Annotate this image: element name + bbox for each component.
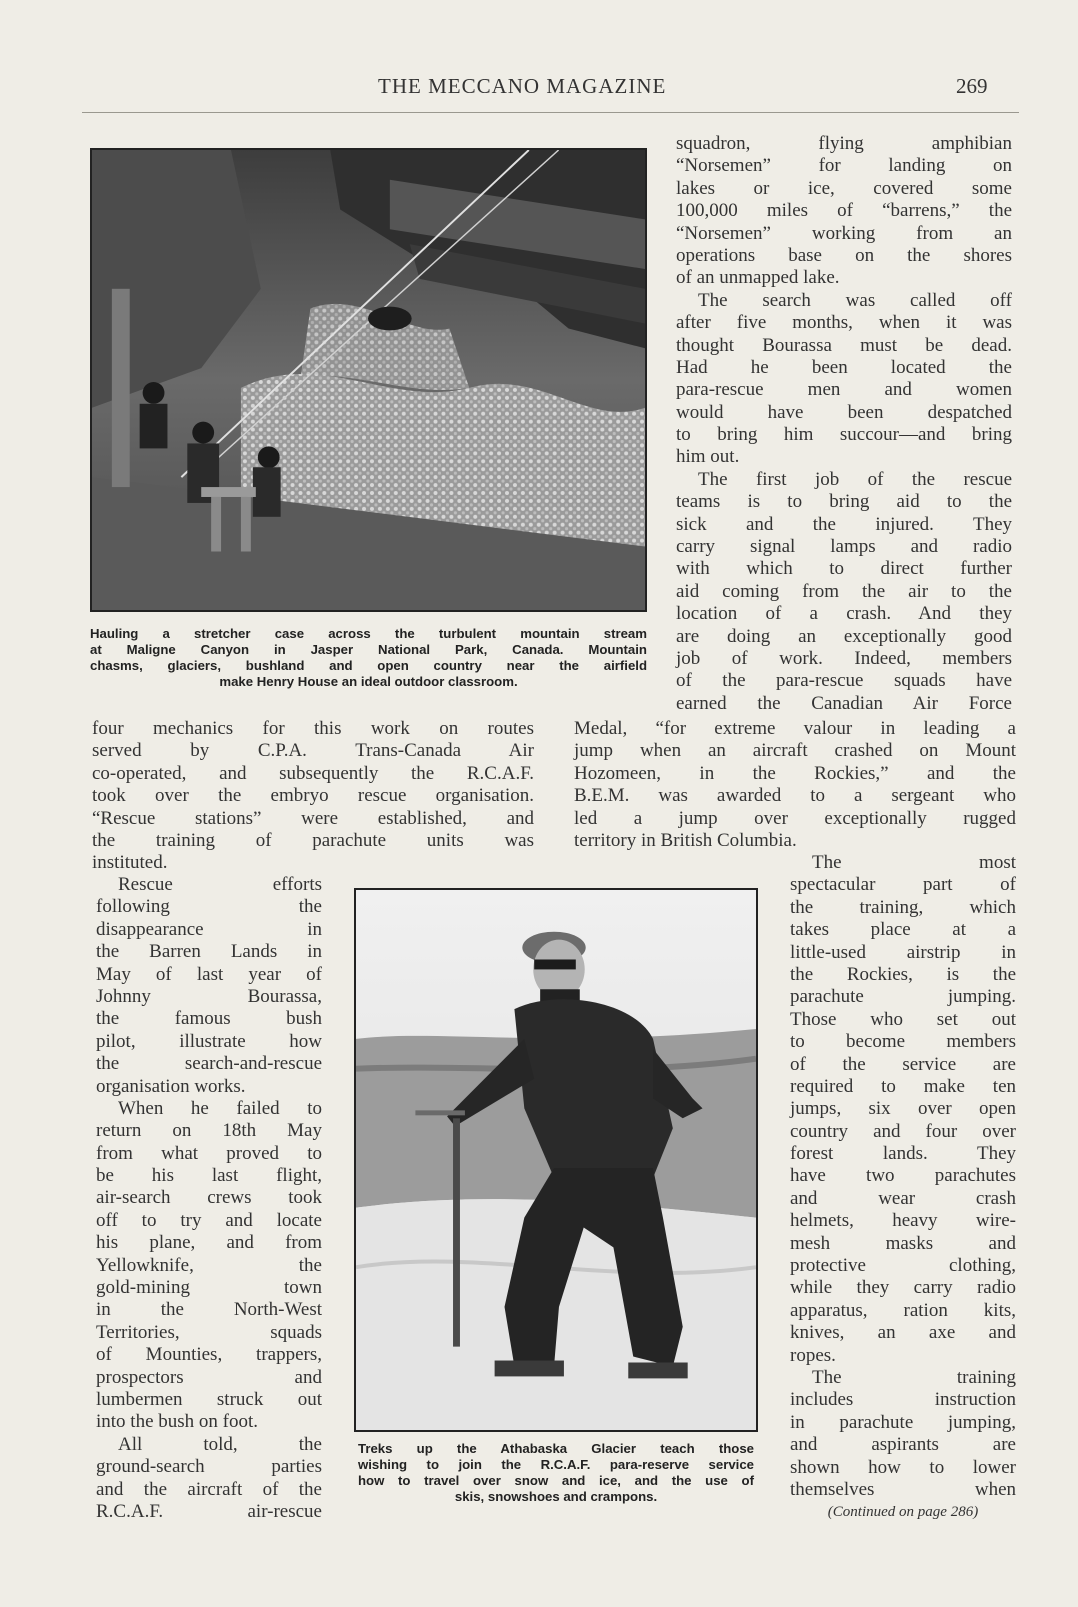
text-line: Johnny Bourassa, [96,985,322,1007]
text-line: carry signal lamps and radio [676,536,1012,558]
article-column-mid-left [92,718,534,875]
text-line: of the service are [790,1053,1016,1075]
text-line: jump when an aircraft crashed on Mount [574,740,1016,762]
text-line: R.C.A.F. air-rescue [96,1500,322,1522]
text-line: to bring him succour—and bring [676,424,1012,446]
text-line: in parachute jumping, [790,1411,1016,1433]
text-line: following the [96,896,322,918]
magazine-title: THE MECCANO MAGAZINE [378,74,667,98]
text-line: mesh masks and [790,1232,1016,1254]
text-line: co-operated, and subsequently the R.C.A.F. [92,762,534,784]
article-column-bottom-right [790,852,1016,1524]
article-column-top-right [676,133,1012,715]
text-line: apparatus, ration kits, [790,1299,1016,1321]
text-line: earned the Canadian Air Force [676,692,1012,714]
top-photo-caption [90,626,647,690]
text-line: teams is to bring aid to the [676,491,1012,513]
text-line: his plane, and from [96,1232,322,1254]
text-line: would have been despatched [676,401,1012,423]
text-line: The training [812,1366,1016,1388]
caption-line: Treks up the Athabaska Glacier teach those [358,1441,754,1456]
text-line: sick and the injured. They [676,513,1012,535]
text-line: instituted. [92,852,168,874]
text-line: squadron, flying amphibian [676,133,1012,154]
text-line: served by C.P.A. Trans-Canada Air [92,740,534,762]
text-line: protective clothing, [790,1255,1016,1277]
text-line: and aspirants are [790,1434,1016,1456]
text-line: the famous bush [96,1008,322,1030]
text-line: from what proved to [96,1142,322,1164]
text-line: in the North-West [96,1299,322,1321]
text-line: Yellowknife, the [96,1254,322,1276]
page-number: 269 [956,74,988,98]
text-line: The most [812,852,1016,873]
text-line: Had he been located the [676,356,1012,378]
text-line: Those who set out [790,1008,1016,1030]
text-line: little-used airstrip in [790,941,1016,963]
text-line: lakes or ice, covered some [676,177,1012,199]
text-line: The search was called off [698,289,1012,311]
caption-line: chasms, glaciers, bushland and open country near the airfield [90,658,647,673]
text-line: of Mounties, trappers, [96,1344,322,1366]
text-line: ropes. [790,1344,836,1366]
text-line: of the para-rescue squads have [676,670,1012,692]
text-line: off to try and locate [96,1209,322,1231]
continued-note: (Continued on page 286) [827,1504,979,1521]
text-line: be his last flight, [96,1165,322,1187]
text-line: and wear crash [790,1187,1016,1209]
text-line: The first job of the rescue [698,468,1012,490]
text-line: of an unmapped lake. [676,267,840,289]
text-line: takes place at a [790,919,1016,941]
text-line: operations base on the shores [676,244,1012,266]
text-line: the Barren Lands in [96,941,322,963]
text-line: themselves when [790,1478,1016,1500]
text-line: the training of parachute units was [92,829,534,851]
text-line: jumps, six over open [790,1098,1016,1120]
text-line: lumbermen struck out [96,1388,322,1410]
text-line: spectacular part of [790,874,1016,896]
text-line: When he failed to [118,1097,322,1119]
text-line: Territories, squads [96,1321,322,1343]
glacier-trek-photo [354,888,758,1432]
caption-line: Hauling a stretcher case across the turbulent mountain stream [90,626,647,641]
text-line: pilot, illustrate how [96,1030,322,1052]
text-line: to become members [790,1031,1016,1053]
text-line: Medal, “for extreme valour in leading a [574,718,1016,739]
text-line: required to make ten [790,1075,1016,1097]
text-line: shown how to lower [790,1456,1016,1478]
article-column-bottom-left [96,874,322,1523]
text-line: gold-mining town [96,1277,322,1299]
text-line: 100,000 miles of “barrens,” the [676,200,1012,222]
text-line: knives, an axe and [790,1322,1016,1344]
caption-line: wishing to join the R.C.A.F. para-reserve service [358,1457,754,1472]
text-line: All told, the [118,1433,322,1455]
text-line: “Norsemen” for landing on [676,155,1012,177]
text-line: country and four over [790,1120,1016,1142]
text-line: aid coming from the air to the [676,580,1012,602]
text-line: territory in British Columbia. [574,829,797,851]
text-line: into the bush on foot. [96,1411,259,1433]
text-line: “Norsemen” working from an [676,222,1012,244]
text-line: organisation works. [96,1075,246,1097]
text-line: the Rockies, is the [790,963,1016,985]
text-line: para-rescue men and women [676,379,1012,401]
text-line: disappearance in [96,918,322,940]
text-line: prospectors and [96,1366,322,1388]
text-line: led a jump over exceptionally rugged [574,807,1016,829]
bottom-photo-caption [358,1441,754,1505]
text-line: took over the embryo rescue organisation. [92,785,534,807]
text-line: parachute jumping. [790,986,1016,1008]
text-line: includes instruction [790,1389,1016,1411]
text-line: are doing an exceptionally good [676,625,1012,647]
caption-line: make Henry House an ideal outdoor classroom. [219,674,518,689]
text-line: the search-and-rescue [96,1053,322,1075]
text-line: air-search crews took [96,1187,322,1209]
caption-line: skis, snowshoes and crampons. [454,1489,658,1504]
text-line: with which to direct further [676,558,1012,580]
header-rule [82,112,1019,113]
text-line: him out. [676,446,740,468]
text-line: location of a crash. And they [676,603,1012,625]
text-line: after five months, when it was [676,312,1012,334]
text-line: have two parachutes [790,1165,1016,1187]
text-line: helmets, heavy wire- [790,1210,1016,1232]
text-line: forest lands. They [790,1143,1016,1165]
text-line: May of last year of [96,963,322,985]
text-line: “Rescue stations” were established, and [92,807,534,829]
text-line: while they carry radio [790,1277,1016,1299]
text-line: return on 18th May [96,1120,322,1142]
text-line: ground-search parties [96,1456,322,1478]
article-column-mid-right [574,718,1016,852]
canyon-rescue-photo [90,148,647,612]
caption-line: at Maligne Canyon in Jasper National Park, Canada. Mountain [90,642,647,657]
text-line: and the aircraft of the [96,1478,322,1500]
caption-line: how to travel over snow and ice, and the use of [358,1473,754,1488]
text-line: Rescue efforts [118,874,322,895]
text-line: B.E.M. was awarded to a sergeant who [574,785,1016,807]
text-line: job of work. Indeed, members [676,647,1012,669]
text-line: Hozomeen, in the Rockies,” and the [574,762,1016,784]
text-line: the training, which [790,896,1016,918]
text-line: thought Bourassa must be dead. [676,334,1012,356]
text-line: four mechanics for this work on routes [92,718,534,739]
